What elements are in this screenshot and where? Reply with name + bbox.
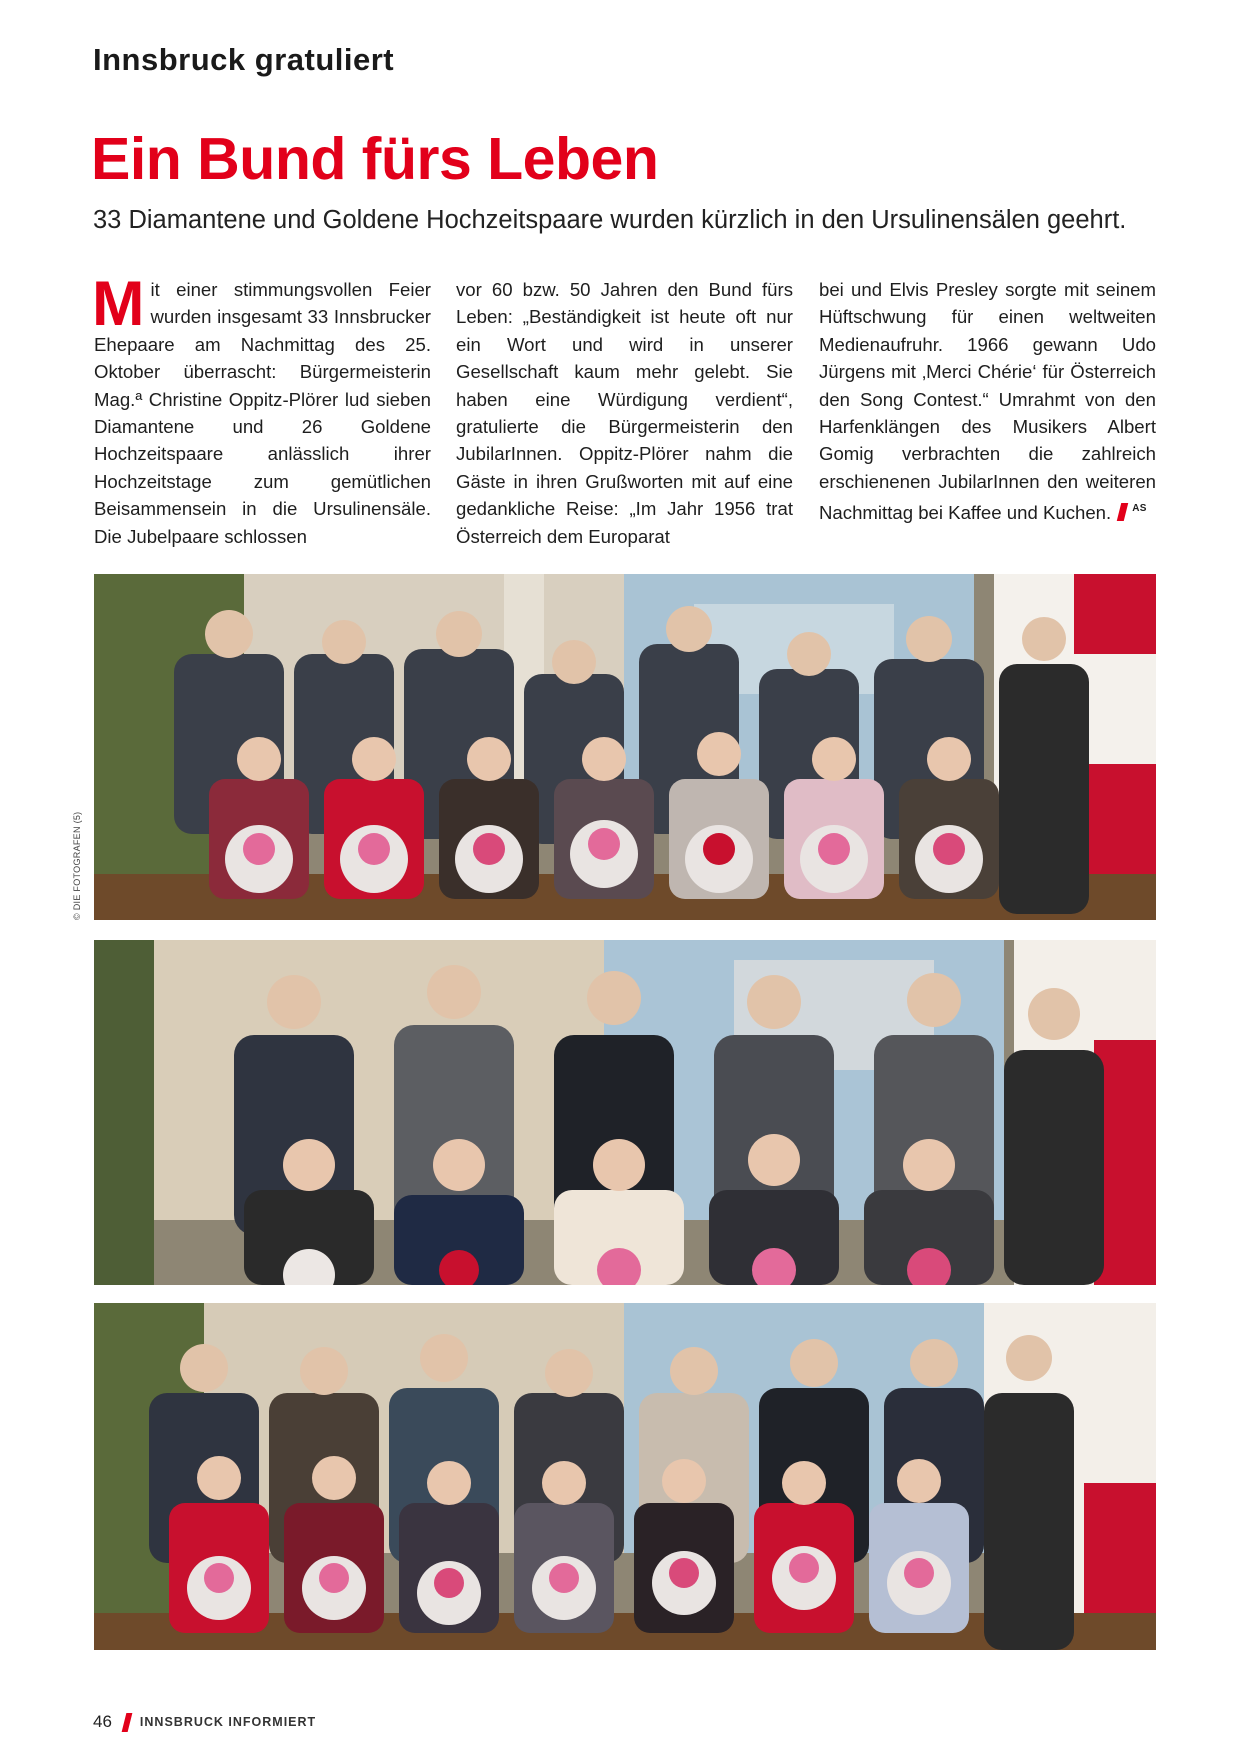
author-initials: AS [1132,503,1147,515]
text-column-1 [92,269,431,550]
column-3-body: bei und Elvis Presley sorgte mit seinem Hüftschwung für einen weltweiten Medienaufruhr. 1966 gewann Udo Jürgens mit ‚Merci Chérie‘ für Österreich den Song Contest.“ Umrahmt von den Harfenklängen des Musikers Albert Gomig verbrachten die zahlreich erschienenen JubilarInnen den weiteren Nachmittag bei Kaffee und Kuchen. [819,279,1156,524]
group-photo-3-image [94,1303,1156,1650]
group-photo-1-image [94,574,1156,920]
article-headline: Ein Bund fürs Leben [91,126,659,192]
end-mark-icon [1117,503,1128,521]
photo-credit: © DIE FOTOGRAFEN (5) [72,811,82,920]
page-number: 46 [93,1712,112,1731]
group-photo-2 [94,940,1156,1285]
footer-slash-icon [122,1713,133,1732]
section-label: Innsbruck gratuliert [93,42,395,77]
group-photo-3 [94,1303,1156,1650]
dropcap: M [92,269,145,339]
publication-name: INNSBRUCK INFORMIERT [139,1715,317,1729]
column-2-text: vor 60 bzw. 50 Jahren den Bund fürs Leben: „Beständigkeit ist heute oft nur ein Wort und wird in unserer Gesellschaft kaum mehr gelebt. Sie haben eine Würdigung verdient“, gratulierte die Bürgermeisterin den JubilarInnen. Oppitz-Plörer nahm die Gäste in ihren Grußworten mit auf eine gedankliche Reise: „Im Jahr 1956 trat Österreich dem Europarat [456,279,793,547]
group-photo-1 [94,574,1156,920]
text-column-2 [456,276,793,550]
column-3-text [819,276,1156,527]
article-subheadline: 33 Diamantene und Goldene Hochzeitspaare wurden kürzlich in den Ursulinensälen geehrt. [93,206,1127,234]
column-1-text: it einer stimmungsvollen Feier wurden insgesamt 33 Innsbrucker Ehepaare am Nachmittag des 25. Oktober überrascht: Bürgermeisterin Mag.ª Christine Oppitz-Plörer lud sieben Diamantene und 26 Goldene Hochzeitspaare anlässlich ihrer Hochzeitstage zum gemütlichen Beisammensein in die Ursulinensäle. Die Jubelpaare schlossen [94,279,431,547]
page-footer [93,1712,316,1732]
group-photo-2-image [94,940,1156,1285]
text-column-3 [819,276,1156,527]
